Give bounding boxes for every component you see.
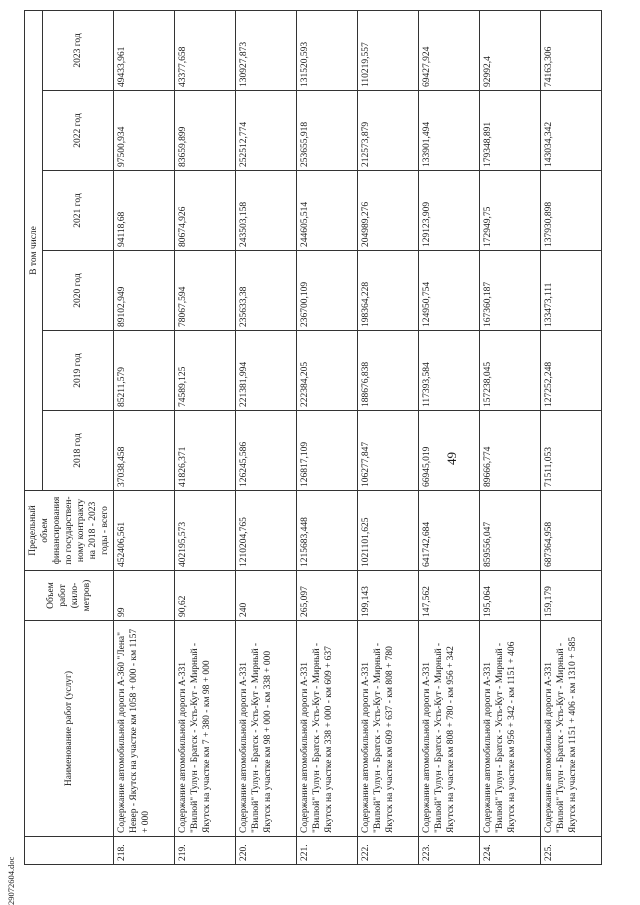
row-2021: 204989,276 xyxy=(358,171,419,251)
header-including: В том числе xyxy=(25,10,43,490)
header-year: 2018 год xyxy=(43,411,114,491)
row-volume: 265,097 xyxy=(297,571,358,621)
row-2018: 66945,019 xyxy=(419,411,480,491)
row-volume: 90,62 xyxy=(175,571,236,621)
row-2023: 69427,924 xyxy=(419,10,480,90)
header-year: 2019 год xyxy=(43,331,114,411)
row-2019: 188676,838 xyxy=(358,331,419,411)
row-index: 222. xyxy=(358,837,419,865)
row-2021: 137930,898 xyxy=(541,171,602,251)
row-2021: 243503,158 xyxy=(236,171,297,251)
row-name: Содержание автомобильной дороги А-360 "Лена" Невер - Якутск на участке км 1058 + 000 - км 1157 + 000 xyxy=(114,621,175,837)
row-name: Содержание автомобильной дороги А-331 "Вилюй" Тулун - Братск - Усть-Кут - Мирный - Якутск на участке км 98 + 000 - км 338 + 000 xyxy=(236,621,297,837)
table-row xyxy=(236,10,297,864)
row-2022: 83659,899 xyxy=(175,91,236,171)
table-row xyxy=(480,10,541,864)
row-2022: 179348,891 xyxy=(480,91,541,171)
table-row xyxy=(297,10,358,864)
row-2022: 252512,774 xyxy=(236,91,297,171)
row-2020: 198364,228 xyxy=(358,251,419,331)
row-2022: 143034,342 xyxy=(541,91,602,171)
row-2019: 221381,994 xyxy=(236,331,297,411)
row-total: 1210204,765 xyxy=(236,491,297,571)
financing-table xyxy=(24,10,602,865)
row-index: 220. xyxy=(236,837,297,865)
row-2018: 37038,458 xyxy=(114,411,175,491)
row-total: 452406,561 xyxy=(114,491,175,571)
row-2023: 92992,4 xyxy=(480,10,541,90)
row-total: 859556,047 xyxy=(480,491,541,571)
row-2018: 71511,053 xyxy=(541,411,602,491)
header-year: 2022 год xyxy=(43,91,114,171)
row-name: Содержание автомобильной дороги А-331 "Вилюй" Тулун - Братск - Усть-Кут - Мирный - Якутск на участке км 7 + 380 - км 98 + 000 xyxy=(175,621,236,837)
row-2021: 80674,926 xyxy=(175,171,236,251)
row-2023: 131520,593 xyxy=(297,10,358,90)
row-2020: 78067,594 xyxy=(175,251,236,331)
header-index xyxy=(25,837,114,865)
row-2023: 110219,557 xyxy=(358,10,419,90)
row-index: 219. xyxy=(175,837,236,865)
row-2019: 222384,205 xyxy=(297,331,358,411)
row-name: Содержание автомобильной дороги А-331 "Вилюй" Тулун - Братск - Усть-Кут - Мирный - Якутск на участке км 956 + 342 - км 1151 + 406 xyxy=(480,621,541,837)
row-name: Содержание автомобильной дороги А-331 "Вилюй" Тулун - Братск - Усть-Кут - Мирный - Якутск на участке км 808 + 780 - км 956 + 342 xyxy=(419,621,480,837)
row-volume: 195,064 xyxy=(480,571,541,621)
row-2022: 133901,494 xyxy=(419,91,480,171)
row-2019: 74589,125 xyxy=(175,331,236,411)
row-2018: 89666,774 xyxy=(480,411,541,491)
row-index: 223. xyxy=(419,837,480,865)
row-2019: 85211,579 xyxy=(114,331,175,411)
header-limit: Предельный объем финансирования по государствен-ному контракту на 2018 - 2023 годы - всего xyxy=(25,491,114,571)
row-2022: 253655,918 xyxy=(297,91,358,171)
row-2021: 129123,909 xyxy=(419,171,480,251)
table-row xyxy=(114,10,175,864)
page-number: 49 xyxy=(444,452,459,465)
row-2019: 117393,584 xyxy=(419,331,480,411)
row-name: Содержание автомобильной дороги А-331 "Вилюй" Тулун - Братск - Усть-Кут - Мирный - Якутск на участке км 1151 + 406 - км 1310 + 585 xyxy=(541,621,602,837)
row-volume: 199,143 xyxy=(358,571,419,621)
row-volume: 99 xyxy=(114,571,175,621)
table-row xyxy=(175,10,236,864)
table-row xyxy=(358,10,419,864)
row-2023: 74163,306 xyxy=(541,10,602,90)
row-2020: 133473,111 xyxy=(541,251,602,331)
row-name: Содержание автомобильной дороги А-331 "Вилюй" Тулун - Братск - Усть-Кут - Мирный - Якутск на участке км 609 + 637 - км 808 + 780 xyxy=(358,621,419,837)
table-row xyxy=(419,10,480,864)
row-2022: 97500,934 xyxy=(114,91,175,171)
row-index: 221. xyxy=(297,837,358,865)
row-volume: 147,562 xyxy=(419,571,480,621)
table-row xyxy=(541,10,602,864)
footer-filename: 29072604.doc xyxy=(6,856,16,905)
row-2021: 94118,68 xyxy=(114,171,175,251)
row-2019: 127252,248 xyxy=(541,331,602,411)
row-2020: 89102,949 xyxy=(114,251,175,331)
row-index: 218. xyxy=(114,837,175,865)
row-volume: 240 xyxy=(236,571,297,621)
row-total: 402195,573 xyxy=(175,491,236,571)
row-2022: 212573,879 xyxy=(358,91,419,171)
row-2023: 130927,873 xyxy=(236,10,297,90)
header-volume: Объем работ (кило-метров) xyxy=(25,571,114,621)
row-2018: 126245,586 xyxy=(236,411,297,491)
row-total: 641742,684 xyxy=(419,491,480,571)
header-year: 2020 год xyxy=(43,251,114,331)
row-2021: 244605,514 xyxy=(297,171,358,251)
row-volume: 159,179 xyxy=(541,571,602,621)
row-2018: 41826,371 xyxy=(175,411,236,491)
row-2019: 157238,045 xyxy=(480,331,541,411)
row-total: 1215683,448 xyxy=(297,491,358,571)
table-body xyxy=(114,10,602,864)
header-year: 2023 год xyxy=(43,10,114,90)
header-year: 2021 год xyxy=(43,171,114,251)
row-index: 225. xyxy=(541,837,602,865)
row-2018: 106277,847 xyxy=(358,411,419,491)
row-index: 224. xyxy=(480,837,541,865)
row-2020: 167360,187 xyxy=(480,251,541,331)
header-name: Наименование работ (услуг) xyxy=(25,621,114,837)
row-total: 1021101,625 xyxy=(358,491,419,571)
row-2020: 235633,38 xyxy=(236,251,297,331)
row-2023: 49433,961 xyxy=(114,10,175,90)
row-2021: 172949,75 xyxy=(480,171,541,251)
row-total: 687364,958 xyxy=(541,491,602,571)
row-2023: 43377,658 xyxy=(175,10,236,90)
row-2020: 124950,754 xyxy=(419,251,480,331)
row-2018: 126817,109 xyxy=(297,411,358,491)
row-name: Содержание автомобильной дороги А-331 "Вилюй" Тулун - Братск - Усть-Кут - Мирный - Якутск на участке км 338 + 000 - км 609 + 637 xyxy=(297,621,358,837)
row-2020: 236700,109 xyxy=(297,251,358,331)
